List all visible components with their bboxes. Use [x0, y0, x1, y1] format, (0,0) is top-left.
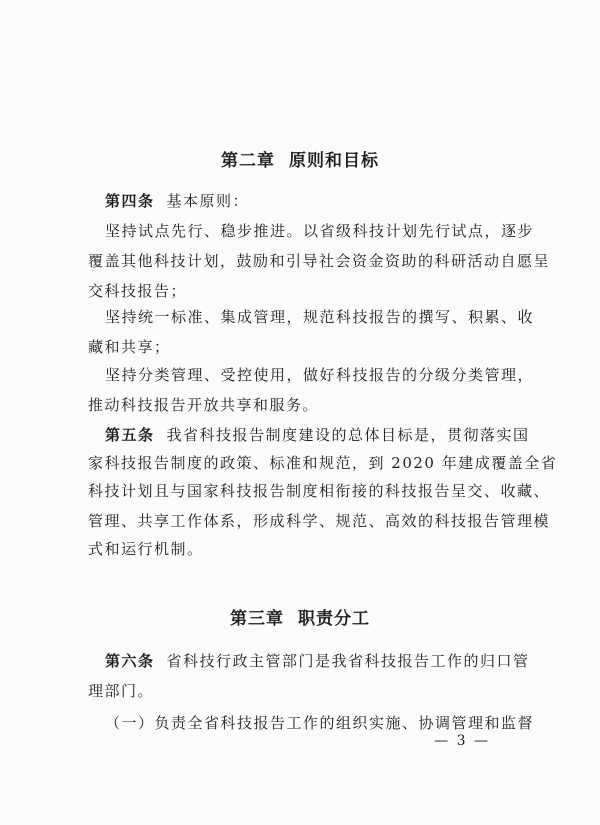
page-number: — 3 — [434, 733, 490, 749]
paragraph-line: 坚持统一标准、集成管理，规范科技报告的撰写、积累、收 [105, 308, 535, 326]
chapter-heading [0, 604, 600, 629]
paragraph-line: 家科技报告制度的政策、标准和规范，到 2020 年建成覆盖全省 [88, 454, 558, 472]
paragraph-line: 管理、共享工作体系，形成科学、规范、高效的科技报告管理模 [88, 512, 551, 530]
paragraph-line: 坚持分类管理、受控使用，做好科技报告的分级分类管理， [105, 366, 535, 384]
article-text: 我省科技报告制度建设的总体目标是，贯彻落实国 [166, 426, 530, 444]
chapter-title: 职责分工 [298, 609, 370, 629]
article-line [105, 424, 530, 445]
paragraph-line: 式和运行机制。 [88, 540, 204, 558]
chapter-number: 第二章 [221, 151, 275, 171]
paragraph-line: 交科技报告； [88, 282, 188, 300]
article-label: 第五条 [105, 426, 155, 444]
article-label: 第六条 [105, 652, 155, 670]
chapter-number: 第三章 [230, 609, 284, 629]
article-line [105, 650, 530, 671]
chapter-title: 原则和目标 [289, 151, 379, 171]
paragraph-line: 科技计划且与国家科技报告制度相衔接的科技报告呈交、收藏、 [88, 482, 551, 500]
paragraph-line: 覆盖其他科技计划，鼓励和引导社会资金资助的科研活动自愿呈 [88, 252, 551, 270]
chapter-heading [0, 146, 600, 171]
paragraph-line: （一）负责全省科技报告工作的组织实施、协调管理和监督 [105, 714, 535, 732]
paragraph-line: 坚持试点先行、稳步推进。以省级科技计划先行试点，逐步 [105, 222, 535, 240]
article-line [105, 190, 525, 211]
paragraph-line: 藏和共享； [88, 338, 171, 356]
article-label: 第四条 [105, 192, 155, 210]
article-text: 省科技行政主管部门是我省科技报告工作的归口管 [166, 652, 530, 670]
paragraph-line: 推动科技报告开放共享和服务。 [88, 396, 320, 414]
article-text: 基本原则： [166, 192, 250, 210]
paragraph-line: 理部门。 [88, 682, 155, 700]
